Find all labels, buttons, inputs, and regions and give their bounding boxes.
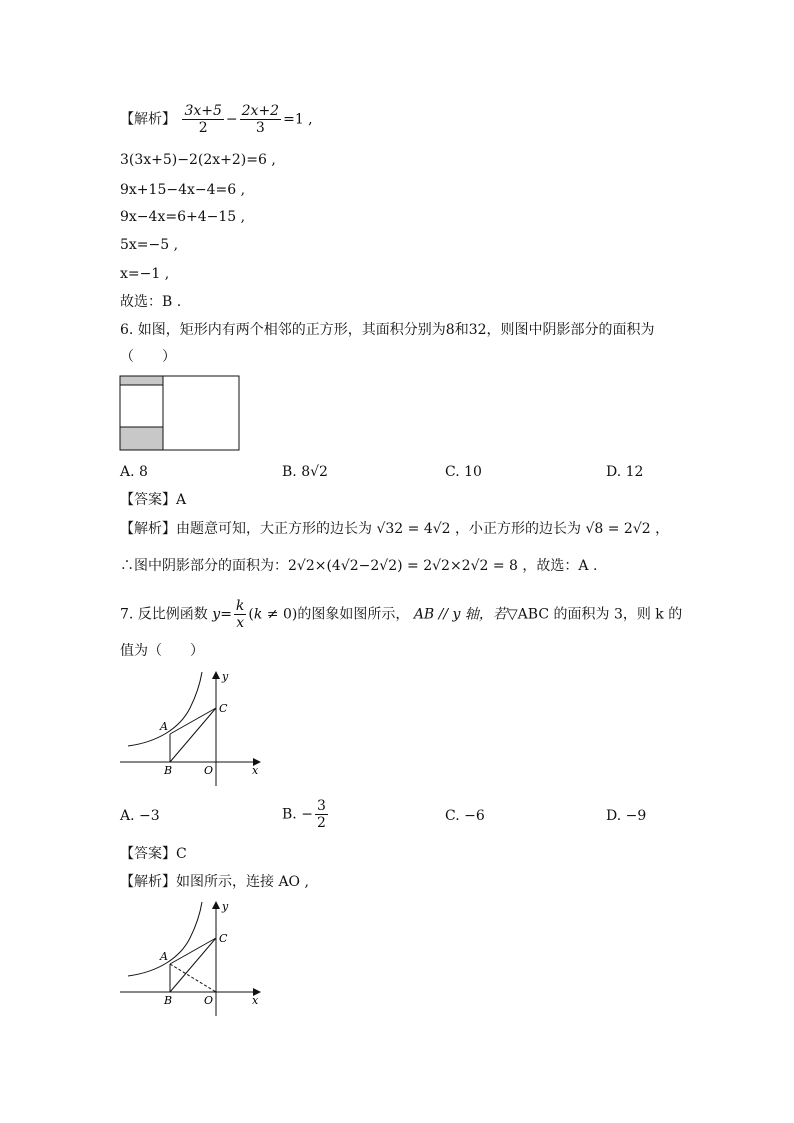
fraction-1: $\frac{3x+5}{2}$ (184, 103, 222, 136)
q6-analysis-1: 【解析】由题意可知，大正方形的边长为 √32 = 4√2 ，小正方形的边长为 √8 = 2√2 ， (120, 521, 670, 537)
svg-text:B: B (164, 994, 173, 1007)
shaded-top (120, 376, 163, 385)
q7-option-a: A. −3 (120, 808, 160, 824)
q5-choose: 故选：B . (120, 294, 182, 310)
segment-ao-dashed (170, 964, 216, 992)
q7-option-b: B. − $\frac{3}{2}$ (282, 798, 326, 831)
q6-option-a: A. 8 (120, 464, 148, 480)
fraction-2: $\frac{2x+2}{3}$ (241, 103, 280, 136)
q7-analysis: 【解析】如图所示，连接 AO , (120, 874, 309, 890)
q7-graph (118, 668, 268, 790)
hyperbola (128, 672, 202, 746)
q6-option-c: C. 10 (445, 464, 482, 480)
label-c: C (219, 702, 228, 715)
label-o: O (204, 764, 214, 777)
svg-text:y: y (222, 900, 229, 913)
q6-question: 6. 如图，矩形内有两个相邻的正方形，其面积分别为8和32，则图中阴影部分的面积为 (120, 322, 655, 338)
svg-text:x: x (252, 994, 259, 1007)
q6-answer: 【答案】A (120, 492, 187, 508)
q6-figure (118, 374, 242, 452)
analysis-tag: 【解析】 (120, 111, 176, 128)
q7-question-line2: 值为（ ） (120, 643, 204, 659)
label-x: x (252, 764, 259, 777)
q6-option-b: B. 8√2 (282, 464, 328, 480)
q7-question: 7. 反比例函数 y= $\frac{k}{x}$ (k ≠ 0)的图象如图所示， AB // y 轴，若▽ABC 的面积为 3，则 k 的 (120, 598, 683, 631)
segment-bc (170, 708, 216, 762)
svg-text:C: C (219, 932, 228, 945)
segment-ac (170, 708, 216, 734)
q7-answer: 【答案】C (120, 846, 187, 862)
q7-option-d: D. −9 (606, 808, 647, 824)
shaded-bottom (120, 427, 163, 450)
q5-line-1: 【解析】 $\frac{3x+5}{2}$ − $\frac{2x+2}{3}$ =1 , (120, 103, 313, 136)
q6-analysis-2: ∴图中阴影部分的面积为：2√2×(4√2−2√2) = 2√2×2√2 = 8 ，故选：A . (120, 558, 598, 574)
q5-line-6: x=−1 , (120, 266, 170, 282)
q6-option-d: D. 12 (606, 464, 644, 480)
q7-analysis-graph (118, 898, 268, 1020)
label-y: y (222, 670, 229, 683)
q5-line-5: 5x=−5 , (120, 237, 179, 253)
q5-line-4: 9x−4x=6+4−15 , (120, 209, 246, 225)
q7-option-c: C. −6 (445, 808, 485, 824)
label-b: B (164, 764, 173, 777)
svg-text:O: O (204, 994, 214, 1007)
q6-paren: （ ） (120, 349, 176, 365)
q5-line-3: 9x+15−4x−4=6 , (120, 182, 246, 198)
svg-text:A: A (160, 950, 168, 963)
small-square (120, 385, 163, 427)
label-a: A (160, 720, 168, 733)
q5-line-2: 3(3x+5)−2(2x+2)=6 , (120, 152, 276, 168)
